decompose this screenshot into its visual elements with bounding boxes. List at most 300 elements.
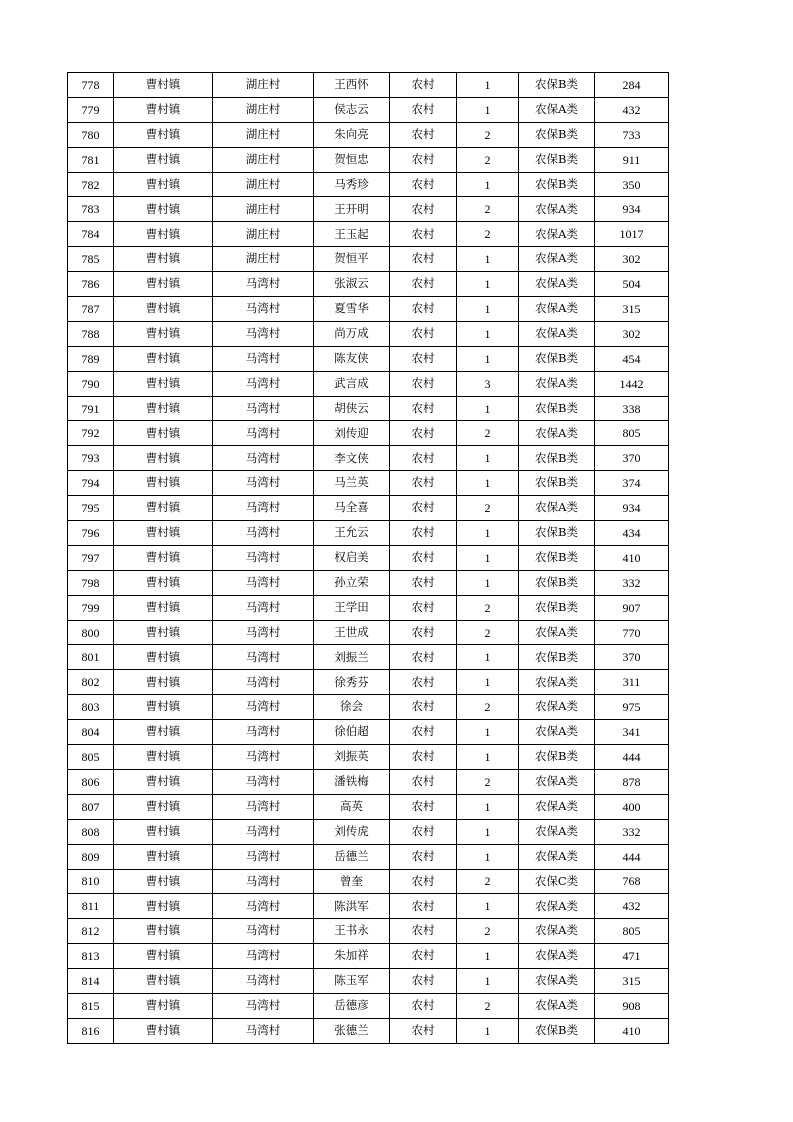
cell-village: 马湾村 xyxy=(213,794,314,819)
cell-amount: 908 xyxy=(595,993,669,1018)
cell-area-type: 农村 xyxy=(390,993,457,1018)
cell-insurance-category: 农保B类 xyxy=(519,396,595,421)
cell-area-type: 农村 xyxy=(390,172,457,197)
cell-village: 马湾村 xyxy=(213,595,314,620)
cell-household-count: 1 xyxy=(457,97,519,122)
cell-village: 马湾村 xyxy=(213,969,314,994)
cell-person-name: 高英 xyxy=(314,794,390,819)
cell-amount: 302 xyxy=(595,321,669,346)
cell-person-name: 王开明 xyxy=(314,197,390,222)
cell-amount: 934 xyxy=(595,197,669,222)
cell-serial-number: 783 xyxy=(68,197,114,222)
cell-area-type: 农村 xyxy=(390,894,457,919)
cell-area-type: 农村 xyxy=(390,396,457,421)
cell-area-type: 农村 xyxy=(390,247,457,272)
cell-household-count: 3 xyxy=(457,371,519,396)
cell-amount: 284 xyxy=(595,73,669,98)
cell-insurance-category: 农保A类 xyxy=(519,197,595,222)
cell-town: 曹村镇 xyxy=(114,720,213,745)
cell-village: 马湾村 xyxy=(213,745,314,770)
cell-serial-number: 780 xyxy=(68,122,114,147)
cell-town: 曹村镇 xyxy=(114,222,213,247)
cell-village: 马湾村 xyxy=(213,421,314,446)
cell-serial-number: 793 xyxy=(68,446,114,471)
cell-village: 马湾村 xyxy=(213,620,314,645)
cell-town: 曹村镇 xyxy=(114,944,213,969)
cell-village: 马湾村 xyxy=(213,844,314,869)
cell-amount: 341 xyxy=(595,720,669,745)
cell-town: 曹村镇 xyxy=(114,794,213,819)
cell-town: 曹村镇 xyxy=(114,695,213,720)
cell-area-type: 农村 xyxy=(390,919,457,944)
cell-amount: 370 xyxy=(595,446,669,471)
cell-person-name: 张德兰 xyxy=(314,1018,390,1043)
cell-village: 马湾村 xyxy=(213,1018,314,1043)
table-row xyxy=(68,819,669,844)
cell-person-name: 侯志云 xyxy=(314,97,390,122)
cell-village: 马湾村 xyxy=(213,371,314,396)
cell-person-name: 刘传虎 xyxy=(314,819,390,844)
cell-insurance-category: 农保B类 xyxy=(519,545,595,570)
cell-area-type: 农村 xyxy=(390,73,457,98)
cell-insurance-category: 农保A类 xyxy=(519,894,595,919)
cell-amount: 934 xyxy=(595,496,669,521)
cell-town: 曹村镇 xyxy=(114,371,213,396)
cell-insurance-category: 农保A类 xyxy=(519,670,595,695)
cell-person-name: 朱加祥 xyxy=(314,944,390,969)
cell-household-count: 1 xyxy=(457,844,519,869)
cell-town: 曹村镇 xyxy=(114,421,213,446)
cell-household-count: 1 xyxy=(457,545,519,570)
cell-area-type: 农村 xyxy=(390,620,457,645)
cell-town: 曹村镇 xyxy=(114,545,213,570)
cell-household-count: 2 xyxy=(457,769,519,794)
table-row xyxy=(68,670,669,695)
table-row xyxy=(68,97,669,122)
cell-village: 马湾村 xyxy=(213,346,314,371)
cell-area-type: 农村 xyxy=(390,695,457,720)
cell-serial-number: 779 xyxy=(68,97,114,122)
cell-amount: 410 xyxy=(595,1018,669,1043)
cell-insurance-category: 农保A类 xyxy=(519,944,595,969)
table-row xyxy=(68,570,669,595)
cell-insurance-category: 农保B类 xyxy=(519,521,595,546)
cell-person-name: 孙立荣 xyxy=(314,570,390,595)
cell-town: 曹村镇 xyxy=(114,297,213,322)
cell-serial-number: 782 xyxy=(68,172,114,197)
cell-serial-number: 802 xyxy=(68,670,114,695)
cell-town: 曹村镇 xyxy=(114,197,213,222)
cell-village: 马湾村 xyxy=(213,471,314,496)
cell-household-count: 1 xyxy=(457,1018,519,1043)
cell-town: 曹村镇 xyxy=(114,147,213,172)
table-row xyxy=(68,371,669,396)
cell-insurance-category: 农保B类 xyxy=(519,471,595,496)
cell-area-type: 农村 xyxy=(390,147,457,172)
table-row xyxy=(68,73,669,98)
cell-town: 曹村镇 xyxy=(114,819,213,844)
table-row xyxy=(68,521,669,546)
cell-serial-number: 804 xyxy=(68,720,114,745)
cell-household-count: 1 xyxy=(457,894,519,919)
cell-amount: 350 xyxy=(595,172,669,197)
cell-insurance-category: 农保B类 xyxy=(519,645,595,670)
cell-person-name: 马兰英 xyxy=(314,471,390,496)
cell-village: 马湾村 xyxy=(213,446,314,471)
cell-town: 曹村镇 xyxy=(114,645,213,670)
cell-person-name: 刘传迎 xyxy=(314,421,390,446)
cell-person-name: 尚万成 xyxy=(314,321,390,346)
cell-serial-number: 814 xyxy=(68,969,114,994)
cell-town: 曹村镇 xyxy=(114,446,213,471)
cell-village: 湖庄村 xyxy=(213,247,314,272)
cell-person-name: 贺恒忠 xyxy=(314,147,390,172)
cell-household-count: 1 xyxy=(457,172,519,197)
cell-amount: 878 xyxy=(595,769,669,794)
table-row xyxy=(68,222,669,247)
cell-insurance-category: 农保A类 xyxy=(519,695,595,720)
cell-serial-number: 816 xyxy=(68,1018,114,1043)
cell-village: 马湾村 xyxy=(213,993,314,1018)
table-row xyxy=(68,147,669,172)
cell-insurance-category: 农保B类 xyxy=(519,745,595,770)
cell-person-name: 夏雪华 xyxy=(314,297,390,322)
cell-area-type: 农村 xyxy=(390,545,457,570)
cell-town: 曹村镇 xyxy=(114,769,213,794)
cell-household-count: 2 xyxy=(457,919,519,944)
cell-insurance-category: 农保A类 xyxy=(519,97,595,122)
cell-amount: 311 xyxy=(595,670,669,695)
table-row xyxy=(68,297,669,322)
table-row xyxy=(68,919,669,944)
cell-amount: 370 xyxy=(595,645,669,670)
cell-area-type: 农村 xyxy=(390,969,457,994)
cell-area-type: 农村 xyxy=(390,570,457,595)
cell-amount: 444 xyxy=(595,844,669,869)
cell-village: 湖庄村 xyxy=(213,222,314,247)
cell-area-type: 农村 xyxy=(390,645,457,670)
cell-person-name: 贺恒平 xyxy=(314,247,390,272)
cell-household-count: 2 xyxy=(457,421,519,446)
cell-insurance-category: 农保A类 xyxy=(519,222,595,247)
cell-person-name: 王允云 xyxy=(314,521,390,546)
cell-person-name: 岳德彦 xyxy=(314,993,390,1018)
cell-area-type: 农村 xyxy=(390,794,457,819)
cell-person-name: 朱向亮 xyxy=(314,122,390,147)
cell-serial-number: 810 xyxy=(68,869,114,894)
cell-area-type: 农村 xyxy=(390,745,457,770)
table-row xyxy=(68,172,669,197)
cell-town: 曹村镇 xyxy=(114,97,213,122)
cell-person-name: 武言成 xyxy=(314,371,390,396)
table-row xyxy=(68,769,669,794)
cell-town: 曹村镇 xyxy=(114,969,213,994)
cell-village: 马湾村 xyxy=(213,645,314,670)
cell-amount: 315 xyxy=(595,969,669,994)
cell-serial-number: 794 xyxy=(68,471,114,496)
table-row xyxy=(68,396,669,421)
cell-insurance-category: 农保A类 xyxy=(519,844,595,869)
cell-person-name: 胡侠云 xyxy=(314,396,390,421)
cell-household-count: 2 xyxy=(457,695,519,720)
cell-insurance-category: 农保A类 xyxy=(519,371,595,396)
cell-area-type: 农村 xyxy=(390,944,457,969)
cell-amount: 768 xyxy=(595,869,669,894)
cell-amount: 1017 xyxy=(595,222,669,247)
cell-household-count: 2 xyxy=(457,993,519,1018)
cell-amount: 1442 xyxy=(595,371,669,396)
cell-household-count: 2 xyxy=(457,595,519,620)
cell-area-type: 农村 xyxy=(390,446,457,471)
cell-amount: 504 xyxy=(595,272,669,297)
cell-amount: 907 xyxy=(595,595,669,620)
cell-amount: 911 xyxy=(595,147,669,172)
cell-household-count: 1 xyxy=(457,745,519,770)
cell-serial-number: 790 xyxy=(68,371,114,396)
cell-household-count: 2 xyxy=(457,869,519,894)
cell-village: 马湾村 xyxy=(213,321,314,346)
cell-village: 马湾村 xyxy=(213,521,314,546)
cell-town: 曹村镇 xyxy=(114,1018,213,1043)
cell-insurance-category: 农保B类 xyxy=(519,346,595,371)
cell-serial-number: 791 xyxy=(68,396,114,421)
cell-person-name: 张淑云 xyxy=(314,272,390,297)
cell-village: 马湾村 xyxy=(213,297,314,322)
cell-area-type: 农村 xyxy=(390,297,457,322)
cell-person-name: 徐会 xyxy=(314,695,390,720)
cell-household-count: 1 xyxy=(457,720,519,745)
cell-town: 曹村镇 xyxy=(114,894,213,919)
cell-amount: 733 xyxy=(595,122,669,147)
cell-serial-number: 800 xyxy=(68,620,114,645)
cell-insurance-category: 农保A类 xyxy=(519,819,595,844)
cell-insurance-category: 农保C类 xyxy=(519,869,595,894)
cell-serial-number: 787 xyxy=(68,297,114,322)
cell-town: 曹村镇 xyxy=(114,620,213,645)
table-row xyxy=(68,794,669,819)
cell-serial-number: 801 xyxy=(68,645,114,670)
table-row xyxy=(68,446,669,471)
cell-household-count: 2 xyxy=(457,222,519,247)
cell-amount: 338 xyxy=(595,396,669,421)
cell-town: 曹村镇 xyxy=(114,122,213,147)
table-row xyxy=(68,695,669,720)
cell-household-count: 2 xyxy=(457,122,519,147)
cell-serial-number: 812 xyxy=(68,919,114,944)
cell-area-type: 农村 xyxy=(390,197,457,222)
table-row xyxy=(68,1018,669,1043)
cell-serial-number: 806 xyxy=(68,769,114,794)
cell-serial-number: 795 xyxy=(68,496,114,521)
cell-town: 曹村镇 xyxy=(114,272,213,297)
cell-amount: 374 xyxy=(595,471,669,496)
cell-town: 曹村镇 xyxy=(114,993,213,1018)
cell-area-type: 农村 xyxy=(390,321,457,346)
cell-amount: 434 xyxy=(595,521,669,546)
cell-town: 曹村镇 xyxy=(114,670,213,695)
cell-village: 马湾村 xyxy=(213,272,314,297)
cell-insurance-category: 农保A类 xyxy=(519,421,595,446)
cell-household-count: 1 xyxy=(457,969,519,994)
cell-household-count: 1 xyxy=(457,471,519,496)
cell-village: 湖庄村 xyxy=(213,122,314,147)
cell-insurance-category: 农保A类 xyxy=(519,794,595,819)
cell-village: 马湾村 xyxy=(213,944,314,969)
cell-household-count: 2 xyxy=(457,496,519,521)
cell-serial-number: 813 xyxy=(68,944,114,969)
cell-household-count: 1 xyxy=(457,321,519,346)
table-row xyxy=(68,321,669,346)
table-body xyxy=(68,73,669,1044)
cell-person-name: 刘振兰 xyxy=(314,645,390,670)
table-row xyxy=(68,869,669,894)
cell-household-count: 1 xyxy=(457,794,519,819)
cell-insurance-category: 农保A类 xyxy=(519,272,595,297)
cell-village: 马湾村 xyxy=(213,720,314,745)
table-row xyxy=(68,745,669,770)
cell-area-type: 农村 xyxy=(390,471,457,496)
cell-town: 曹村镇 xyxy=(114,247,213,272)
cell-household-count: 1 xyxy=(457,645,519,670)
cell-insurance-category: 农保A类 xyxy=(519,993,595,1018)
cell-household-count: 1 xyxy=(457,247,519,272)
cell-person-name: 王世成 xyxy=(314,620,390,645)
cell-area-type: 农村 xyxy=(390,496,457,521)
cell-insurance-category: 农保A类 xyxy=(519,321,595,346)
cell-household-count: 1 xyxy=(457,570,519,595)
cell-town: 曹村镇 xyxy=(114,346,213,371)
cell-area-type: 农村 xyxy=(390,521,457,546)
cell-household-count: 1 xyxy=(457,346,519,371)
cell-serial-number: 778 xyxy=(68,73,114,98)
table-row xyxy=(68,620,669,645)
cell-insurance-category: 农保B类 xyxy=(519,1018,595,1043)
table-row xyxy=(68,272,669,297)
cell-village: 马湾村 xyxy=(213,919,314,944)
cell-person-name: 权启美 xyxy=(314,545,390,570)
cell-serial-number: 809 xyxy=(68,844,114,869)
cell-village: 湖庄村 xyxy=(213,147,314,172)
cell-person-name: 徐伯超 xyxy=(314,720,390,745)
cell-village: 湖庄村 xyxy=(213,73,314,98)
cell-amount: 805 xyxy=(595,919,669,944)
cell-person-name: 岳德兰 xyxy=(314,844,390,869)
cell-town: 曹村镇 xyxy=(114,521,213,546)
cell-serial-number: 786 xyxy=(68,272,114,297)
cell-town: 曹村镇 xyxy=(114,745,213,770)
cell-household-count: 1 xyxy=(457,396,519,421)
cell-serial-number: 796 xyxy=(68,521,114,546)
cell-village: 马湾村 xyxy=(213,545,314,570)
table-row xyxy=(68,894,669,919)
cell-serial-number: 797 xyxy=(68,545,114,570)
cell-town: 曹村镇 xyxy=(114,471,213,496)
cell-town: 曹村镇 xyxy=(114,172,213,197)
cell-insurance-category: 农保A类 xyxy=(519,969,595,994)
cell-area-type: 农村 xyxy=(390,371,457,396)
cell-person-name: 王玉起 xyxy=(314,222,390,247)
data-table xyxy=(67,72,669,1044)
cell-village: 马湾村 xyxy=(213,869,314,894)
table-row xyxy=(68,944,669,969)
cell-household-count: 2 xyxy=(457,620,519,645)
cell-amount: 315 xyxy=(595,297,669,322)
cell-person-name: 刘振英 xyxy=(314,745,390,770)
cell-household-count: 1 xyxy=(457,297,519,322)
table-row xyxy=(68,969,669,994)
cell-town: 曹村镇 xyxy=(114,869,213,894)
cell-amount: 454 xyxy=(595,346,669,371)
cell-village: 湖庄村 xyxy=(213,97,314,122)
cell-amount: 805 xyxy=(595,421,669,446)
cell-insurance-category: 农保A类 xyxy=(519,919,595,944)
cell-village: 湖庄村 xyxy=(213,172,314,197)
table-row xyxy=(68,197,669,222)
table-row xyxy=(68,844,669,869)
cell-person-name: 王学田 xyxy=(314,595,390,620)
cell-person-name: 李文侠 xyxy=(314,446,390,471)
cell-serial-number: 803 xyxy=(68,695,114,720)
cell-insurance-category: 农保A类 xyxy=(519,247,595,272)
cell-serial-number: 815 xyxy=(68,993,114,1018)
cell-area-type: 农村 xyxy=(390,670,457,695)
cell-town: 曹村镇 xyxy=(114,321,213,346)
cell-household-count: 1 xyxy=(457,670,519,695)
cell-area-type: 农村 xyxy=(390,346,457,371)
table-row xyxy=(68,645,669,670)
cell-person-name: 曾奎 xyxy=(314,869,390,894)
cell-household-count: 2 xyxy=(457,147,519,172)
cell-village: 马湾村 xyxy=(213,695,314,720)
cell-serial-number: 805 xyxy=(68,745,114,770)
cell-serial-number: 784 xyxy=(68,222,114,247)
table-row xyxy=(68,471,669,496)
cell-amount: 302 xyxy=(595,247,669,272)
cell-serial-number: 789 xyxy=(68,346,114,371)
cell-town: 曹村镇 xyxy=(114,919,213,944)
cell-village: 马湾村 xyxy=(213,396,314,421)
cell-area-type: 农村 xyxy=(390,720,457,745)
cell-serial-number: 781 xyxy=(68,147,114,172)
cell-person-name: 马秀珍 xyxy=(314,172,390,197)
cell-area-type: 农村 xyxy=(390,122,457,147)
table-row xyxy=(68,247,669,272)
cell-area-type: 农村 xyxy=(390,869,457,894)
cell-insurance-category: 农保B类 xyxy=(519,595,595,620)
cell-insurance-category: 农保B类 xyxy=(519,147,595,172)
cell-serial-number: 785 xyxy=(68,247,114,272)
cell-serial-number: 807 xyxy=(68,794,114,819)
cell-household-count: 1 xyxy=(457,446,519,471)
cell-village: 马湾村 xyxy=(213,570,314,595)
cell-insurance-category: 农保A类 xyxy=(519,496,595,521)
table-row xyxy=(68,720,669,745)
table-row xyxy=(68,545,669,570)
cell-amount: 432 xyxy=(595,894,669,919)
cell-person-name: 王书永 xyxy=(314,919,390,944)
cell-insurance-category: 农保B类 xyxy=(519,446,595,471)
cell-household-count: 1 xyxy=(457,521,519,546)
cell-serial-number: 788 xyxy=(68,321,114,346)
cell-serial-number: 798 xyxy=(68,570,114,595)
cell-amount: 471 xyxy=(595,944,669,969)
cell-amount: 332 xyxy=(595,570,669,595)
cell-person-name: 陈友侠 xyxy=(314,346,390,371)
cell-town: 曹村镇 xyxy=(114,73,213,98)
cell-person-name: 王西怀 xyxy=(314,73,390,98)
cell-area-type: 农村 xyxy=(390,97,457,122)
table-row xyxy=(68,993,669,1018)
